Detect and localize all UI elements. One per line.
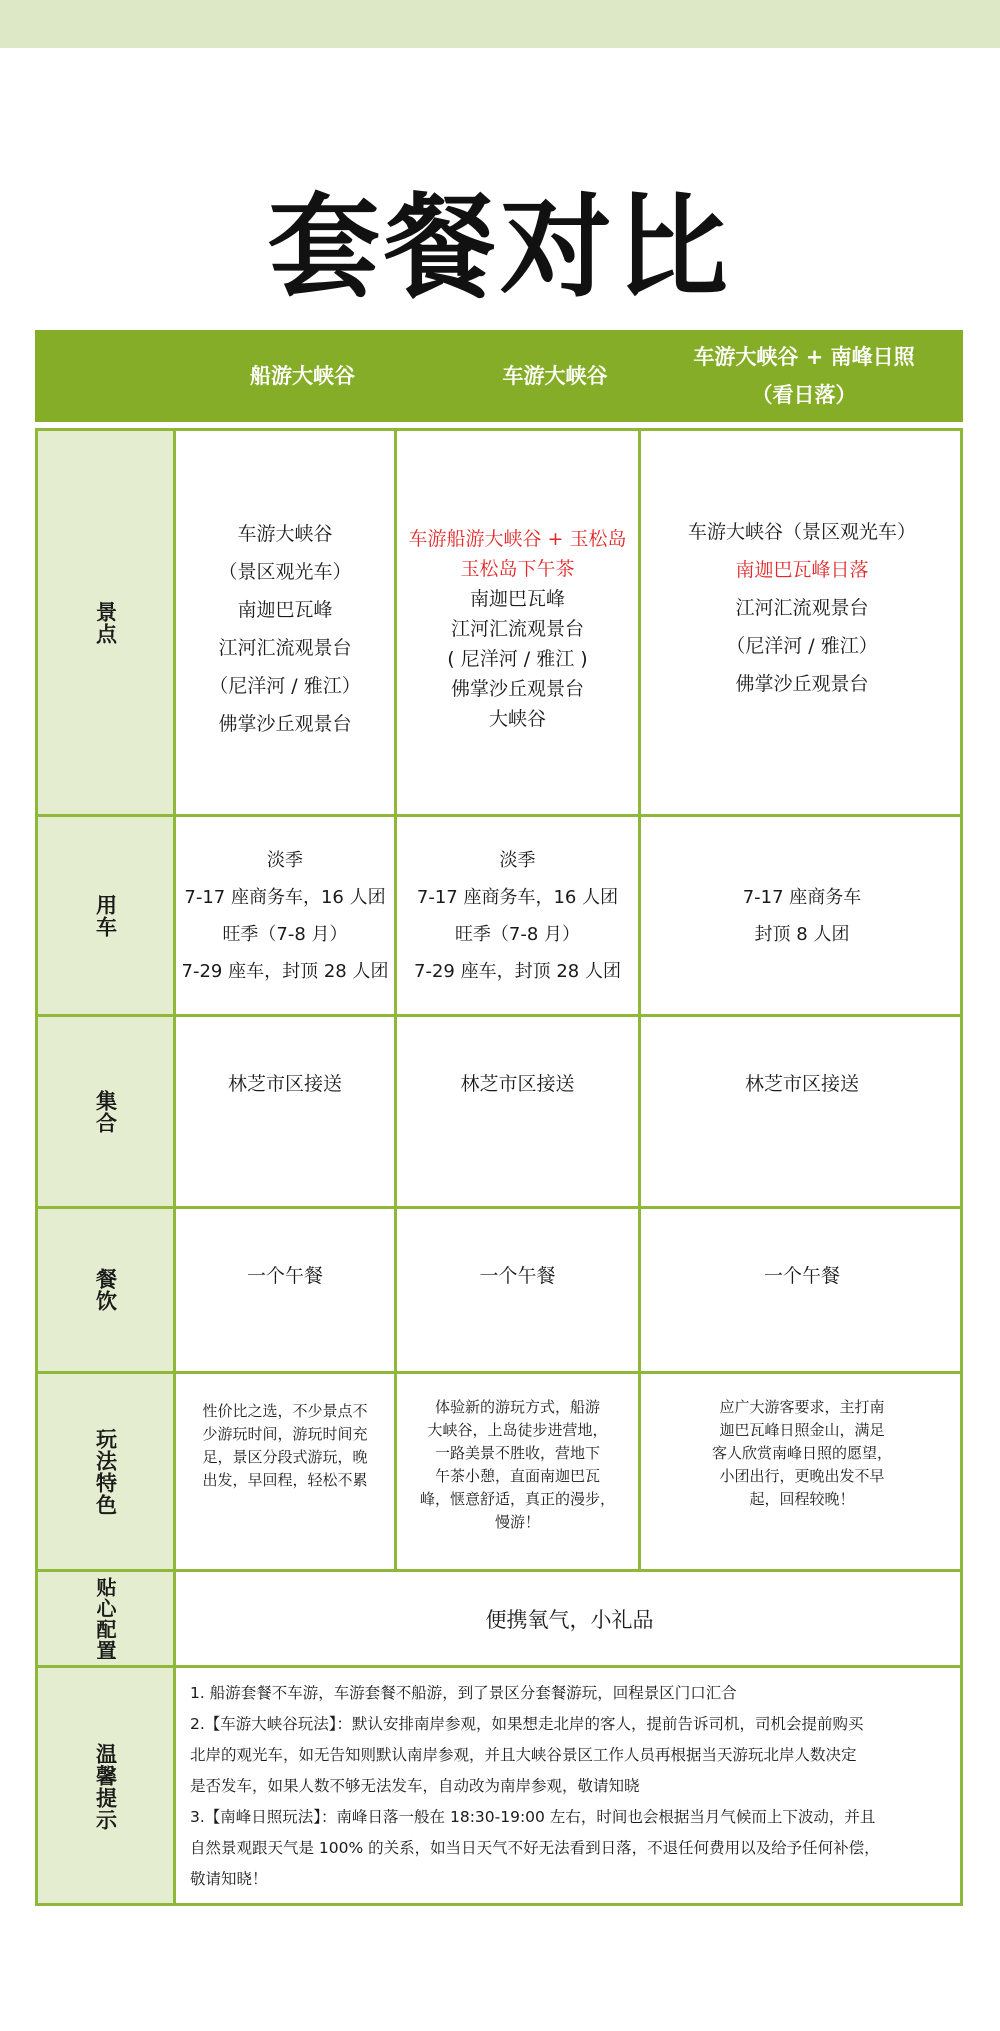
feature-boat-canyon: 性价比之选，不少景点不 少游玩时间，游玩时间充 足，景区分段式游玩，晚 出发，早回程，轻松不累 — [202, 1402, 368, 1489]
row-label-care: 贴心配置 — [93, 1576, 117, 1661]
row-label-feature: 玩法特色 — [93, 1427, 118, 1516]
feature-car-canyon-sunset: 应广大游客要求，主打南 迦巴瓦峰日照金山，满足 客人欣赏南峰日照的愿望， 小团出行，更晚出发不早 起，回程较晚！ — [711, 1398, 892, 1508]
meet-car-canyon: 林芝市区接送 — [460, 1073, 575, 1095]
divider-h6 — [38, 1665, 963, 1668]
row-label-vehicle: 用车 — [93, 893, 118, 938]
tip-line: 2.【车游大峡谷玩法】：默认安排南岸参观，如果想走北岸的客人，提前告诉司机，司机会提前购买 — [190, 1715, 864, 1733]
tip-line: 自然景观跟天气是 100% 的关系，如当日天气不好无法看到日落，不退任何费用以及给予任何补偿， — [190, 1839, 880, 1857]
care-config: 便携氧气，小礼品 — [485, 1607, 654, 1632]
page-title: 套餐对比 — [268, 183, 732, 313]
feature-car-canyon: 体验新的游玩方式，船游 大峡谷，上岛徒步进营地， 一路美景不胜收，营地下 午茶小憩，直面南迦巴瓦 峰，惬意舒适，真正的漫步， 慢游！ — [419, 1398, 615, 1531]
tip-line: 1. 船游套餐不车游，车游套餐不船游，到了景区分套餐游玩，回程景区门口汇合 — [190, 1684, 737, 1702]
header-boat-canyon: 船游大峡谷 — [250, 364, 355, 388]
tip-line: 北岸的观光车，如无告知则默认南岸参观，并且大峡谷景区工作人员再根据当天游玩北岸人数决定 — [190, 1746, 857, 1764]
top-band — [0, 0, 1000, 48]
vehicle-boat-canyon: 淡季 7-17 座商务车，16 人团 旺季（7-8 月） 7-29 座车，封顶 28 人团 — [181, 849, 389, 982]
tip-line: 敬请知晓！ — [190, 1870, 268, 1888]
tips-text — [190, 1678, 950, 1895]
vehicle-car-canyon: 淡季 7-17 座商务车，16 人团 旺季（7-8 月） 7-29 座车，封顶 28 人团 — [414, 849, 621, 982]
row-label-meal: 餐饮 — [93, 1268, 118, 1312]
tip-line: 3.【南峰日照玩法】：南峰日落一般在 18:30-19:00 左右，时间也会根据当月气候而上下波动，并且 — [190, 1808, 876, 1826]
meal-boat-canyon: 一个午餐 — [246, 1265, 323, 1287]
header-car-canyon: 车游大峡谷 — [502, 364, 608, 388]
row-label-meet: 集合 — [93, 1089, 118, 1134]
row-label-spots: 景点 — [93, 600, 118, 645]
tip-line: 是否发车，如果人数不够无法发车，自动改为南岸参观，敬请知晓 — [190, 1777, 640, 1795]
spots-car-canyon: 车游船游大峡谷 + 玉松岛 玉松岛下午茶 南迦巴瓦峰 江河汇流观景台 ( 尼洋河 / 雅江 ) 佛掌沙丘观景台 大峡谷 — [408, 527, 627, 730]
table-header — [35, 330, 963, 422]
spots-car-canyon-sunset: 车游大峡谷（景区观光车） 南迦巴瓦峰日落 江河汇流观景台 （尼洋河 / 雅江） 佛掌沙丘观景台 — [687, 521, 916, 695]
meet-boat-canyon: 林芝市区接送 — [227, 1073, 342, 1095]
vehicle-car-canyon-sunset: 7-17 座商务车 封顶 8 人团 — [742, 886, 862, 945]
meal-car-canyon-sunset: 一个午餐 — [763, 1265, 840, 1287]
meal-car-canyon: 一个午餐 — [479, 1265, 556, 1287]
row-label-tips: 温馨提示 — [93, 1743, 118, 1831]
meet-car-canyon-sunset: 林芝市区接送 — [744, 1073, 859, 1095]
spots-boat-canyon: 车游大峡谷 （景区观光车） 南迦巴瓦峰 江河汇流观景台 （尼洋河 / 雅江） 佛掌沙丘观景台 — [209, 522, 361, 735]
header-car-canyon-sunset: 车游大峡谷 + 南峰日照 （看日落） — [693, 345, 915, 407]
